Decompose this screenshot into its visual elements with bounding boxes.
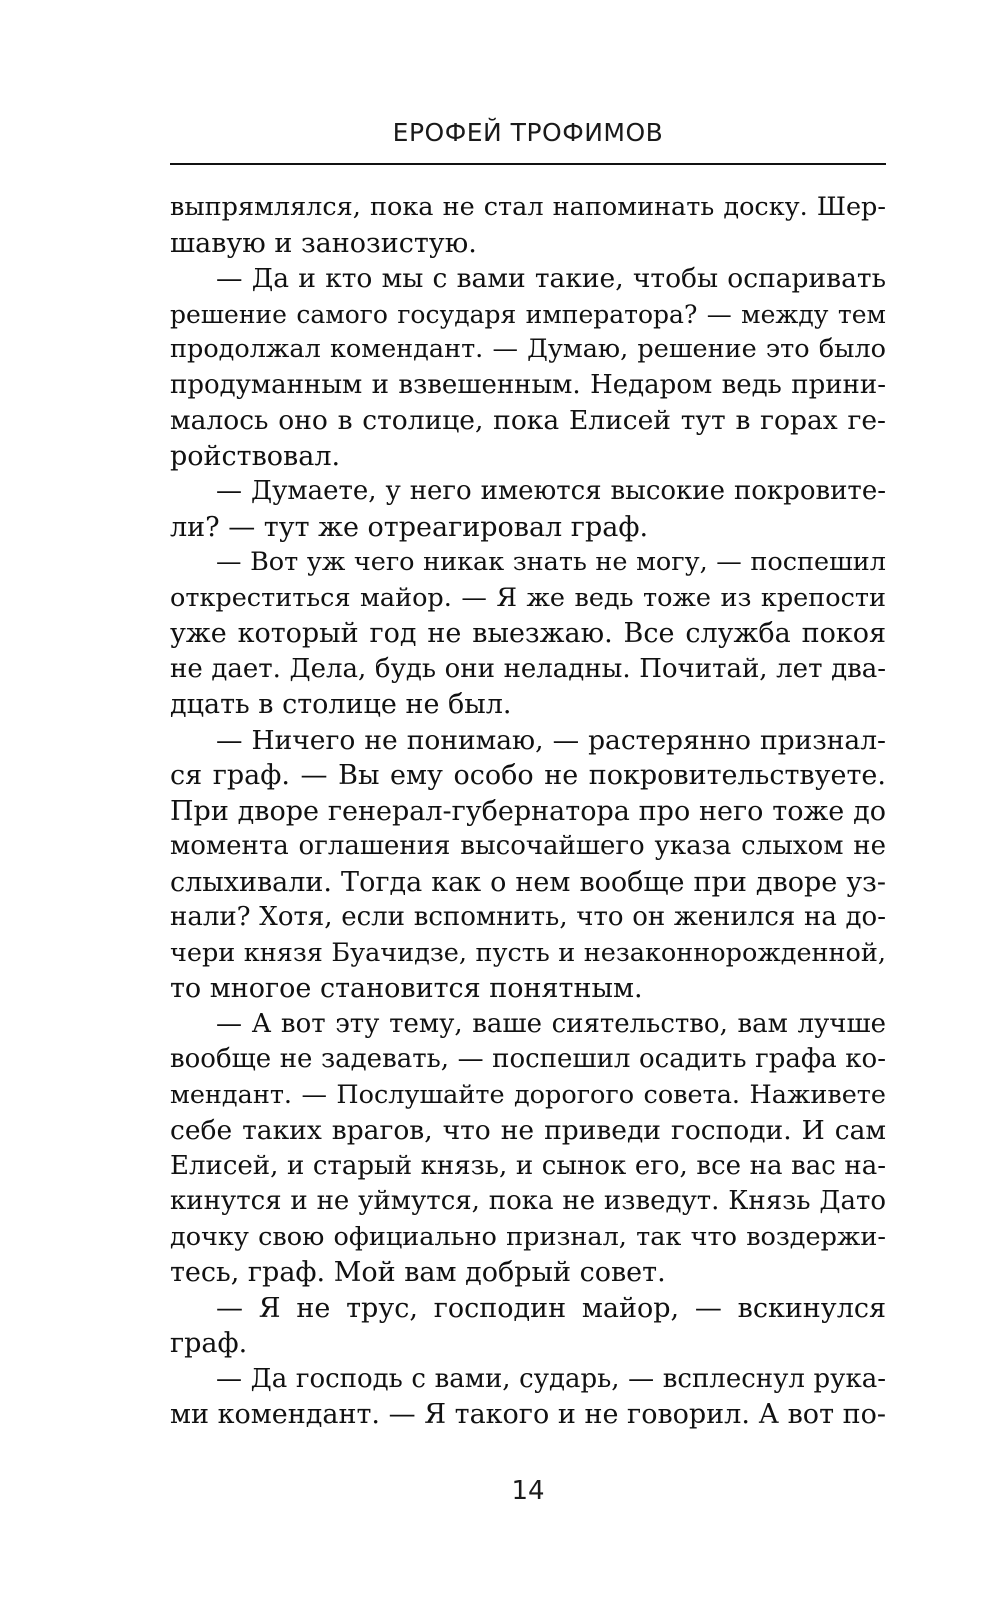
text-line: не дает. Дела, будь они неладны. Почитай, лет два- — [170, 653, 886, 684]
text-line: мендант. — Послушайте дорогого совета. Наживете — [170, 1079, 886, 1110]
text-line: вообще не задевать, — поспешил осадить графа ко- — [170, 1044, 886, 1074]
text-line: продолжал комендант. — Думаю, решение это было — [170, 334, 886, 364]
text-line: чери князя Буачидзе, пусть и незаконнорожденной, — [170, 937, 886, 968]
text-line: При дворе генерал-губернатора про него тоже до — [170, 795, 886, 827]
text-line: решение самого государя императора? — между тем — [170, 299, 886, 329]
text-line: продуманным и взвешенным. Недаром ведь прини- — [170, 369, 886, 400]
text-line: граф. — [170, 1328, 248, 1359]
text-line: шавую и занозистую. — [170, 227, 477, 259]
text-line: уже который год не выезжаю. Все служба покоя — [170, 618, 886, 649]
body-text — [170, 190, 886, 1433]
text-line: слыхивали. Тогда как о нем вообще при дворе уз- — [170, 866, 886, 898]
text-line: дочку свою официально признал, так что воздержи- — [170, 1221, 886, 1252]
text-line: — А вот эту тему, ваше сиятельство, вам лучше — [216, 1008, 886, 1039]
text-line: себе таких врагов, что не приведи господи. И сам — [170, 1115, 886, 1146]
text-line: — Думаете, у него имеются высокие покровите- — [216, 476, 886, 506]
text-line: момента оглашения высочайшего указа слыхом не — [170, 831, 886, 861]
text-line: ли? — тут же отреагировал граф. — [170, 511, 649, 543]
text-line: — Ничего не понимаю, — растерянно признал- — [216, 724, 886, 756]
text-line: ся граф. — Вы ему особо не покровительствуете. — [170, 760, 886, 791]
text-line: то многое становится понятным. — [170, 973, 643, 1004]
text-line: Елисей, и старый князь, и сынок его, все на вас на- — [170, 1150, 886, 1181]
text-line: нали? Хотя, если вспомнить, что он женился на до- — [170, 902, 886, 932]
text-line: дцать в столице не был. — [170, 689, 512, 720]
text-line: — Да и кто мы с вами такие, чтобы оспаривать — [216, 263, 886, 294]
text-line: тесь, граф. Мой вам добрый совет. — [170, 1257, 666, 1288]
header-rule — [170, 163, 886, 165]
text-line: — Я не трус, господин майор, — вскинулся — [216, 1292, 886, 1324]
text-line: — Вот уж чего никак знать не могу, — поспешил — [216, 547, 886, 577]
text-line: кинутся и не уймутся, пока не изведут. Князь Дато — [170, 1186, 886, 1216]
text-line: — Да господь с вами, сударь, — всплеснул рука- — [216, 1363, 886, 1394]
running-head: ЕРОФЕЙ ТРОФИМОВ — [392, 118, 664, 147]
text-line: выпрямлялся, пока не стал напоминать доску. Шер- — [170, 192, 886, 222]
text-line: ми комендант. — Я такого и не говорил. А вот по- — [170, 1399, 886, 1430]
text-line: откреститься майор. — Я же ведь тоже из крепости — [170, 582, 886, 613]
text-line: малось оно в столице, пока Елисей тут в горах ге- — [170, 405, 886, 436]
page-number: 14 — [511, 1476, 545, 1506]
text-line: ройствовал. — [170, 440, 341, 472]
